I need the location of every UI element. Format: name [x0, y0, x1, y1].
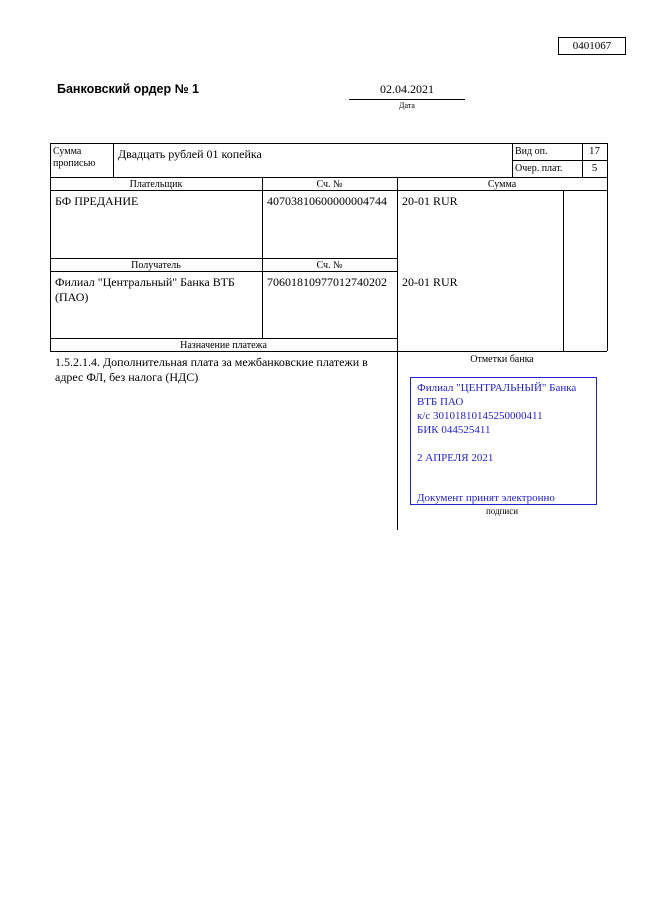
stamp-date: 2 АПРЕЛЯ 2021 [417, 452, 494, 464]
sum-row-bottom-border [50, 177, 607, 178]
signatures-label: подписи [485, 506, 519, 516]
purpose-header: Назначение платежа [180, 340, 267, 351]
payer-amount: 20-01 RUR [402, 194, 458, 208]
payer-header: Плательщик [129, 179, 183, 190]
payee-name: Филиал "Центральный" Банка ВТБ (ПАО) [55, 275, 235, 304]
purpose-text: 1.5.2.1.4. Дополнительная плата за межбанковские платежи в адрес ФЛ, без налога (НДС) [55, 355, 368, 384]
form-code-box: 0401067 [558, 37, 626, 55]
op-type-value: 17 [589, 145, 600, 157]
payee-account-header: Сч. № [316, 260, 343, 271]
stamp-status: Документ принят электронно [417, 492, 555, 504]
op-type-left-divider [512, 143, 513, 177]
document-title: Банковский ордер № 1 [57, 82, 199, 96]
table-top-border [50, 143, 607, 144]
priority-label: Очер. плат. [515, 163, 563, 174]
payee-header: Получатель [131, 260, 181, 271]
payee-amount: 20-01 RUR [402, 275, 458, 289]
op-type-label: Вид оп. [515, 146, 548, 157]
date-block [349, 82, 465, 110]
table-right-border [607, 143, 608, 351]
amount-words-label-divider [113, 143, 114, 177]
amount-words-value: Двадцать рублей 01 копейка [118, 147, 262, 161]
sum-header: Сумма [487, 179, 517, 190]
payer-name: БФ ПРЕДАНИЕ [55, 194, 139, 208]
payee-header-top-border [50, 258, 397, 259]
account-column-divider [262, 177, 263, 338]
bank-marks-header: Отметки банка [470, 354, 534, 365]
table-left-border [50, 143, 51, 351]
bank-stamp [410, 377, 597, 505]
payee-account: 70601810977012740202 [267, 275, 387, 289]
date-value: 02.04.2021 [349, 82, 465, 100]
sum-inner-divider [563, 190, 564, 351]
amount-words-label: Сумма прописью [53, 146, 96, 169]
stamp-bank-name: Филиал "ЦЕНТРАЛЬНЫЙ" Банка ВТБ ПАО [417, 382, 577, 408]
purpose-header-top-border [50, 338, 397, 339]
op-type-row-divider [512, 160, 607, 161]
stamp-corr-account: к/с 30101810145250000411 [417, 410, 543, 422]
payer-account-header: Сч. № [316, 179, 343, 190]
stamp-bik: БИК 044525411 [417, 424, 491, 436]
payer-account: 40703810600000004744 [267, 194, 387, 208]
priority-value: 5 [591, 162, 598, 174]
date-label: Дата [399, 101, 415, 110]
